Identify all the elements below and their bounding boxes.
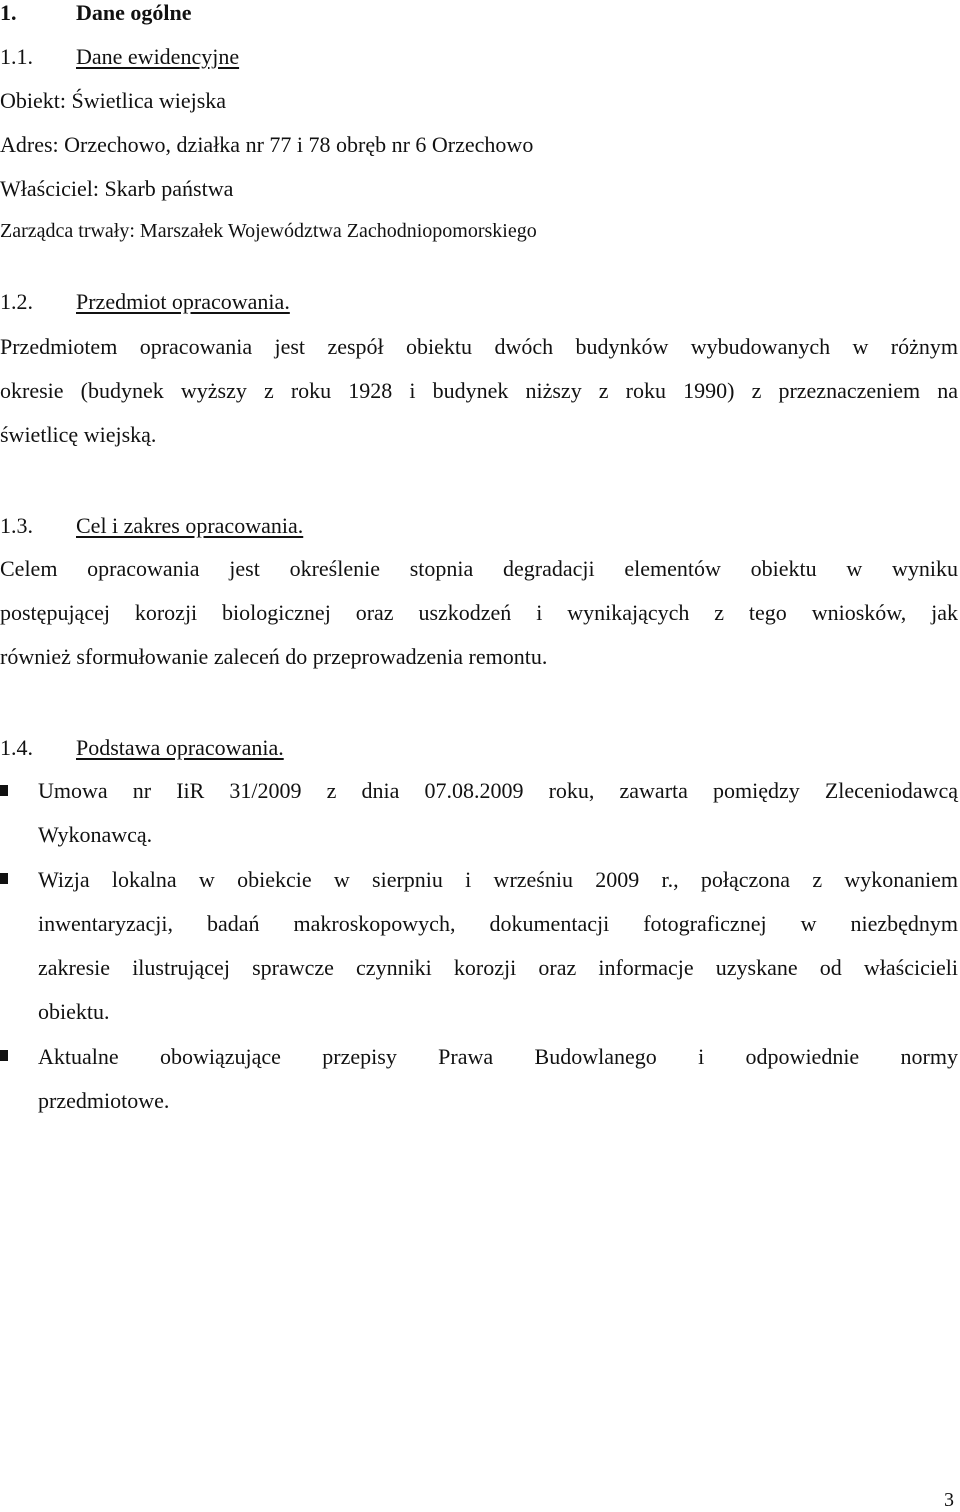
section-1-3-line-1: Celem opracowania jest określenie stopnia degradacji elementów obiektu w wyniku bbox=[0, 556, 958, 581]
list-item-line-3: zakresie ilustrującej sprawcze czynniki korozji oraz informacje uzyskane od właścicieli bbox=[38, 955, 958, 980]
list-item-line-4: obiektu. bbox=[38, 999, 110, 1024]
section-1-3-number: 1.3. bbox=[0, 513, 33, 538]
section-1-3-line-3: również sformułowanie zaleceń do przeprowadzenia remontu. bbox=[0, 644, 548, 669]
section-1-2-line-2: okresie (budynek wyższy z roku 1928 i budynek niższy z roku 1990) z przeznaczeniem na bbox=[0, 378, 958, 403]
list-item-line-1: Wizja lokalna w obiekcie w sierpniu i wrześniu 2009 r., połączona z wykonaniem bbox=[38, 867, 958, 892]
list-item-line-1: Aktualne obowiązujące przepisy Prawa Budowlanego i odpowiednie normy bbox=[38, 1044, 958, 1069]
square-bullet-icon bbox=[0, 873, 12, 887]
list-item-line-1: Umowa nr IiR 31/2009 z dnia 07.08.2009 roku, zawarta pomiędzy Zleceniodawcą bbox=[38, 778, 958, 803]
square-bullet-icon bbox=[0, 1050, 12, 1064]
address-line: Adres: Orzechowo, działka nr 77 i 78 obręb nr 6 Orzechowo bbox=[0, 132, 534, 157]
section-1-2-line-3: świetlicę wiejską. bbox=[0, 422, 157, 447]
section-1-4-number: 1.4. bbox=[0, 735, 33, 760]
section-1-4-title: Podstawa opracowania. bbox=[76, 735, 284, 760]
section-1-2-line-1: Przedmiotem opracowania jest zespół obiektu dwóch budynków wybudowanych w różnym bbox=[0, 334, 958, 359]
list-item-line-2: inwentaryzacji, badań makroskopowych, dokumentacji fotograficznej w niezbędnym bbox=[38, 911, 958, 936]
section-1-2-title: Przedmiot opracowania. bbox=[76, 289, 290, 314]
list-item-line-2: Wykonawcą. bbox=[38, 822, 153, 847]
section-1-number: 1. bbox=[0, 0, 17, 25]
section-1-3-line-2: postępującej korozji biologicznej oraz uszkodzeń i wynikających z tego wniosków, jak bbox=[0, 600, 958, 625]
owner-line: Właściciel: Skarb państwa bbox=[0, 176, 234, 201]
section-1-1-number: 1.1. bbox=[0, 44, 33, 69]
section-1-3-title: Cel i zakres opracowania. bbox=[76, 513, 304, 538]
section-1-1-title: Dane ewidencyjne bbox=[76, 44, 240, 69]
list-item-line-2: przedmiotowe. bbox=[38, 1088, 170, 1113]
manager-line: Zarządca trwały: Marszałek Województwa Zachodniopomorskiego bbox=[0, 220, 537, 242]
section-1-title: Dane ogólne bbox=[76, 0, 192, 25]
object-line: Obiekt: Świetlica wiejska bbox=[0, 88, 227, 113]
square-bullet-icon bbox=[0, 785, 12, 799]
section-1-2-number: 1.2. bbox=[0, 289, 33, 314]
page-number: 3 bbox=[944, 1489, 954, 1511]
